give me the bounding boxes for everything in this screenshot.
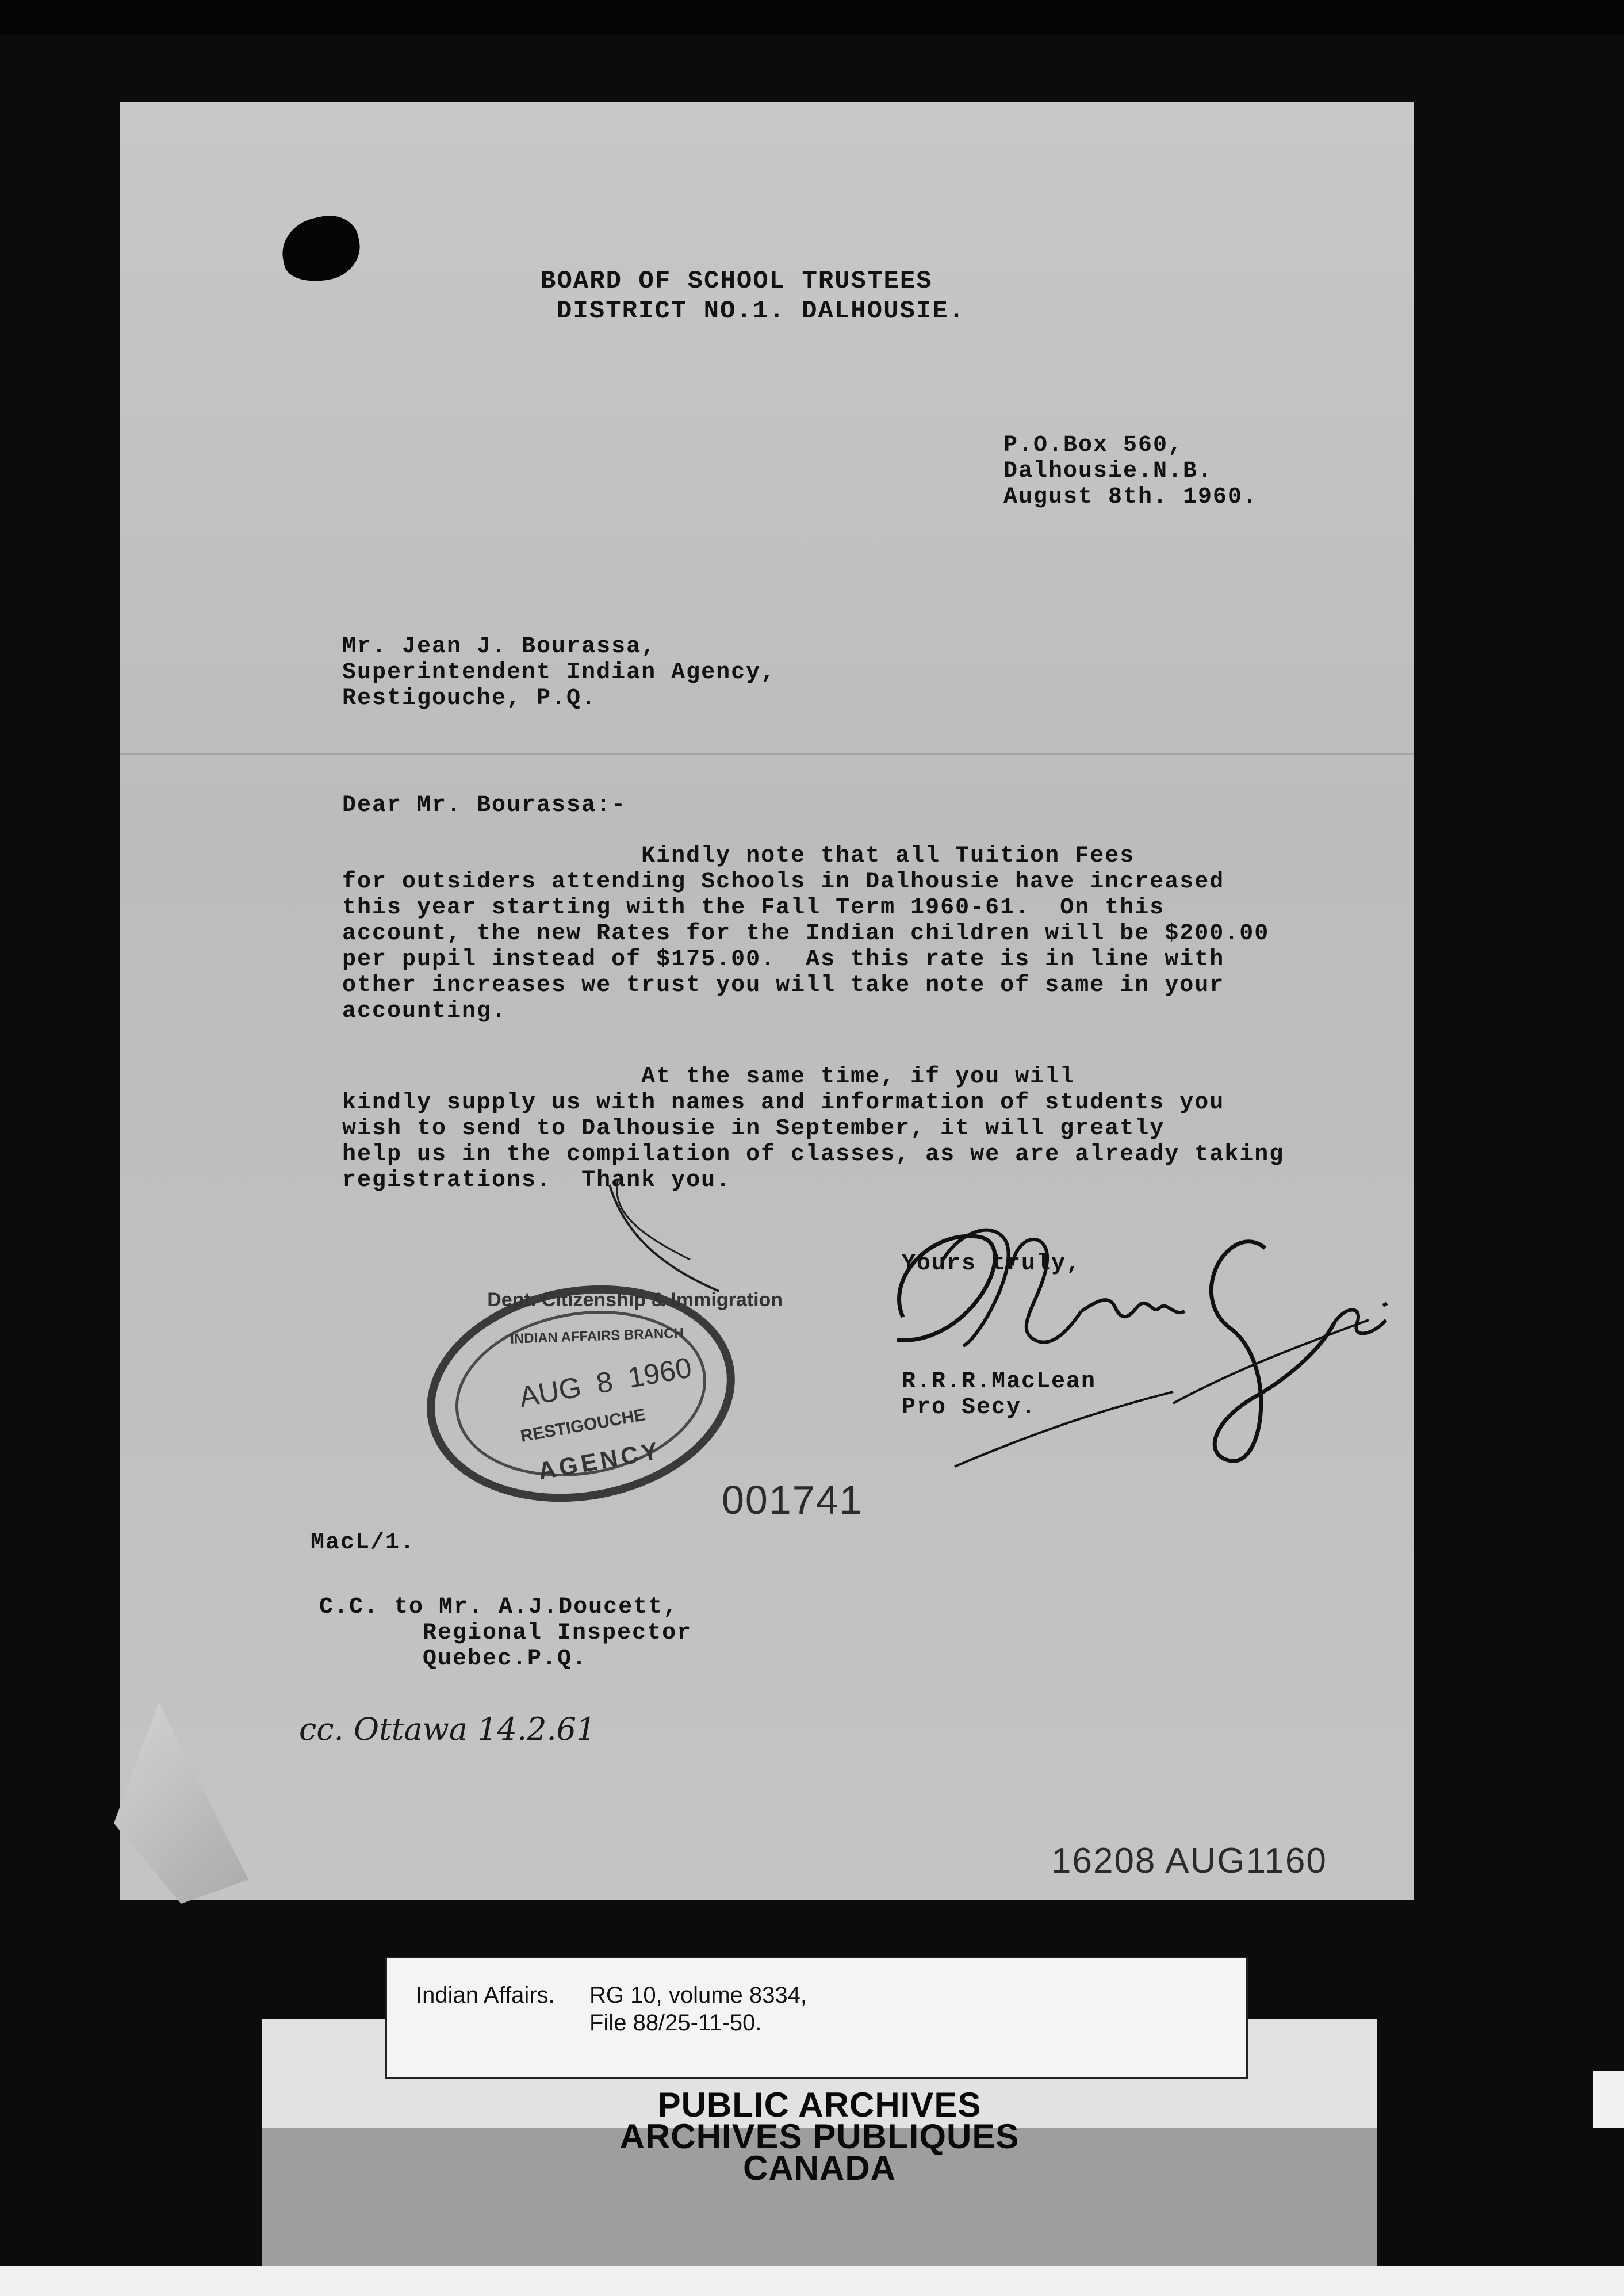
cc-line-3: Quebec.P.Q. — [423, 1646, 588, 1672]
paragraph-1-line: account, the new Rates for the Indian children will be $200.00 — [342, 921, 1270, 947]
archive-reference-line-1: RG 10, volume 8334, — [589, 1983, 807, 2008]
recipient-location: Restigouche, P.Q. — [342, 686, 597, 711]
received-stamp: 16208 AUG1160 — [1051, 1841, 1327, 1881]
stamp-top-text: Dept. Citizenship & Immigration — [487, 1289, 783, 1311]
film-frame-top — [0, 0, 1624, 35]
salutation: Dear Mr. Bourassa:- — [342, 793, 627, 818]
sender-address-city: Dalhousie.N.B. — [1003, 458, 1213, 484]
film-edge-mark — [1593, 2071, 1624, 2128]
paragraph-1-line: for outsiders attending Schools in Dalhousie have increased — [342, 869, 1225, 895]
stamp-place: RESTIGOUCHE — [519, 1405, 647, 1447]
paragraph-1-line: per pupil instead of $175.00. As this rate is in line with — [342, 947, 1225, 973]
letterhead-line-1: BOARD OF SCHOOL TRUSTEES — [541, 267, 933, 296]
archive-reference-line-2: File 88/25-11-50. — [589, 2010, 762, 2035]
archive-banner-line-2: ARCHIVES PUBLIQUES — [619, 2117, 1020, 2156]
paragraph-1-line: accounting. — [342, 998, 507, 1024]
reference-initials: MacL/1. — [311, 1530, 416, 1556]
paragraph-2-line: kindly supply us with names and information of students you — [342, 1090, 1225, 1116]
film-frame-bottom — [0, 2266, 1624, 2296]
recipient-name: Mr. Jean J. Bourassa, — [342, 634, 657, 660]
letter-date: August 8th. 1960. — [1003, 484, 1258, 510]
letterhead-line-2: DISTRICT NO.1. DALHOUSIE. — [557, 297, 966, 326]
stamp-inner-text: INDIAN AFFAIRS BRANCH — [510, 1325, 684, 1347]
valediction: Yours truly, — [902, 1251, 1082, 1277]
handwritten-note: cc. Ottawa 14.2.61 — [299, 1711, 596, 1747]
archive-banner-line-1: PUBLIC ARCHIVES — [657, 2085, 982, 2124]
paragraph-1-line: Kindly note that all Tuition Fees — [342, 843, 1135, 869]
paragraph-2-line: registrations. Thank you. — [342, 1168, 731, 1193]
paragraph-1-line: this year starting with the Fall Term 1960-61. On this — [342, 895, 1165, 921]
stamp-bottom-text: AGENCY — [536, 1436, 663, 1485]
paragraph-2-line: At the same time, if you will — [342, 1064, 1075, 1090]
archive-banner-line-3: CANADA — [743, 2149, 896, 2187]
paragraph-1-line: other increases we trust you will take note of same in your — [342, 973, 1225, 998]
archive-reference-label — [385, 1957, 1248, 2079]
handwritten-signature — [863, 1196, 1415, 1484]
recipient-title: Superintendent Indian Agency, — [342, 660, 776, 686]
signatory-title: Pro Secy. — [902, 1395, 1037, 1421]
signatory-name: R.R.R.MacLean — [902, 1369, 1097, 1395]
stamp-date: AUG 8 1960 — [516, 1351, 694, 1414]
cc-line-2: Regional Inspector — [423, 1620, 692, 1646]
paper-fold-line — [120, 753, 1414, 755]
file-number-stamp: 001741 — [722, 1478, 863, 1522]
paragraph-2-line: help us in the compilation of classes, as we are already taking — [342, 1142, 1285, 1168]
sender-address-box: P.O.Box 560, — [1003, 433, 1183, 458]
archive-department: Indian Affairs. — [416, 1983, 555, 2008]
cc-line-1: C.C. to Mr. A.J.Doucett, — [319, 1594, 679, 1620]
letter-page — [120, 102, 1414, 1900]
paragraph-2-line: wish to send to Dalhousie in September, it will greatly — [342, 1116, 1165, 1142]
